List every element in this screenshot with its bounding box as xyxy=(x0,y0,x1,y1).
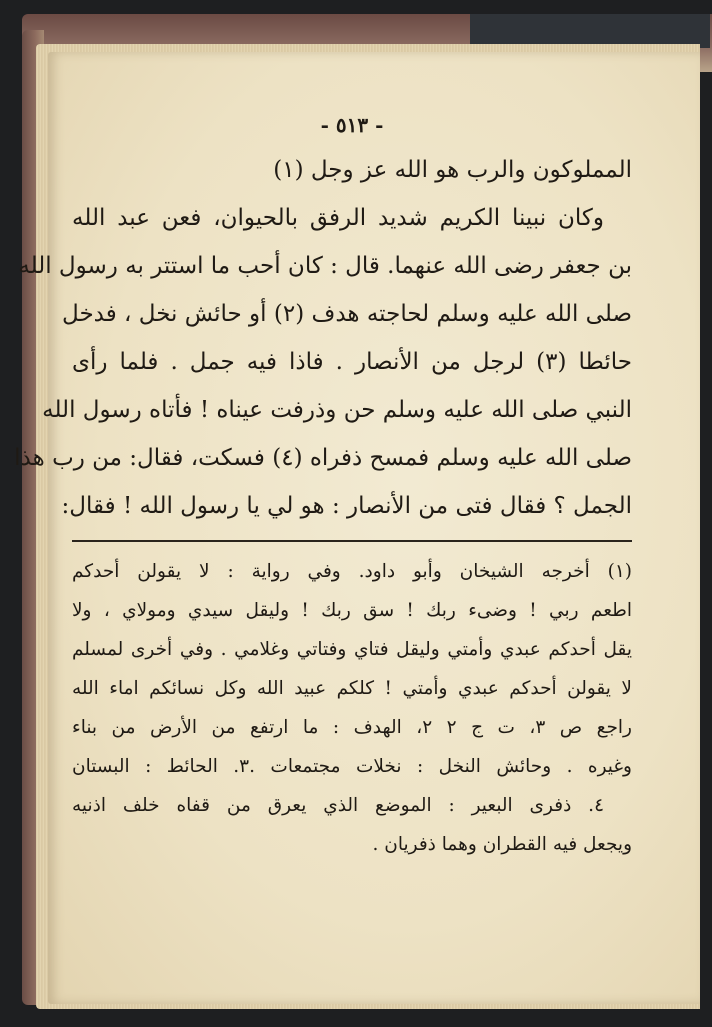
page-number: - ٥١٣ - xyxy=(320,113,384,137)
footnote-line-5: راجع ص ٣، ت ج ٢ ٢، الهدف : ما ارتفع من الأرض من بناء xyxy=(72,717,632,738)
body-line-4: صلى الله عليه وسلم لحاجته هدف (٢) أو حائش نخل ، فدخل xyxy=(62,301,632,327)
body-line-8: الجمل ؟ فقال فتى من الأنصار : هو لي يا رسول الله ! فقال: xyxy=(61,493,632,519)
body-line-3: بن جعفر رضى الله عنهما. قال : كان أحب ما استتر به رسول الله xyxy=(18,253,632,279)
book-cover-dark-corner xyxy=(470,14,710,48)
footnote-line-1: (١) أخرجه الشيخان وأبو داود. وفي رواية : لا يقولن أحدكم xyxy=(72,561,632,582)
footnote-line-2: اطعم ربي ! وضىء ربك ! سق ربك ! وليقل سيدي ومولاي ، ولا xyxy=(72,600,632,621)
body-line-7: صلى الله عليه وسلم فمسح ذفراه (٤) فسكت، فقال: من رب هذا xyxy=(14,445,632,471)
footnote-line-3: يقل أحدكم عبدي وأمتي وليقل فتاي وفتاتي وغلامي . وفي أخرى لمسلم xyxy=(72,639,632,660)
footnote-line-4: لا يقولن أحدكم عبدي وأمتي ! كلكم عبيد الله وكل نسائكم اماء الله xyxy=(72,678,632,699)
body-line-5: حائطا (٣) لرجل من الأنصار . فاذا فيه جمل . فلما رأى xyxy=(72,349,632,375)
footnote-divider xyxy=(72,540,632,542)
footnote-line-7: ٤. ذفرى البعير : الموضع الذي يعرق من قفاه خلف اذنيه xyxy=(72,795,604,816)
footnote-line-8: ويجعل فيه القطران وهما ذفريان . xyxy=(372,834,632,855)
body-line-2: وكان نبينا الكريم شديد الرفق بالحيوان، فعن عبد الله xyxy=(72,205,604,231)
body-line-1: المملوكون والرب هو الله عز وجل (١) xyxy=(273,157,632,183)
body-line-6: النبي صلى الله عليه وسلم حن وذرفت عيناه ! فأتاه رسول الله xyxy=(42,397,632,423)
footnote-line-6: وغيره . وحائش النخل : نخلات مجتمعات .٣. الحائط : البستان xyxy=(72,756,632,777)
page-text-block xyxy=(14,110,632,864)
